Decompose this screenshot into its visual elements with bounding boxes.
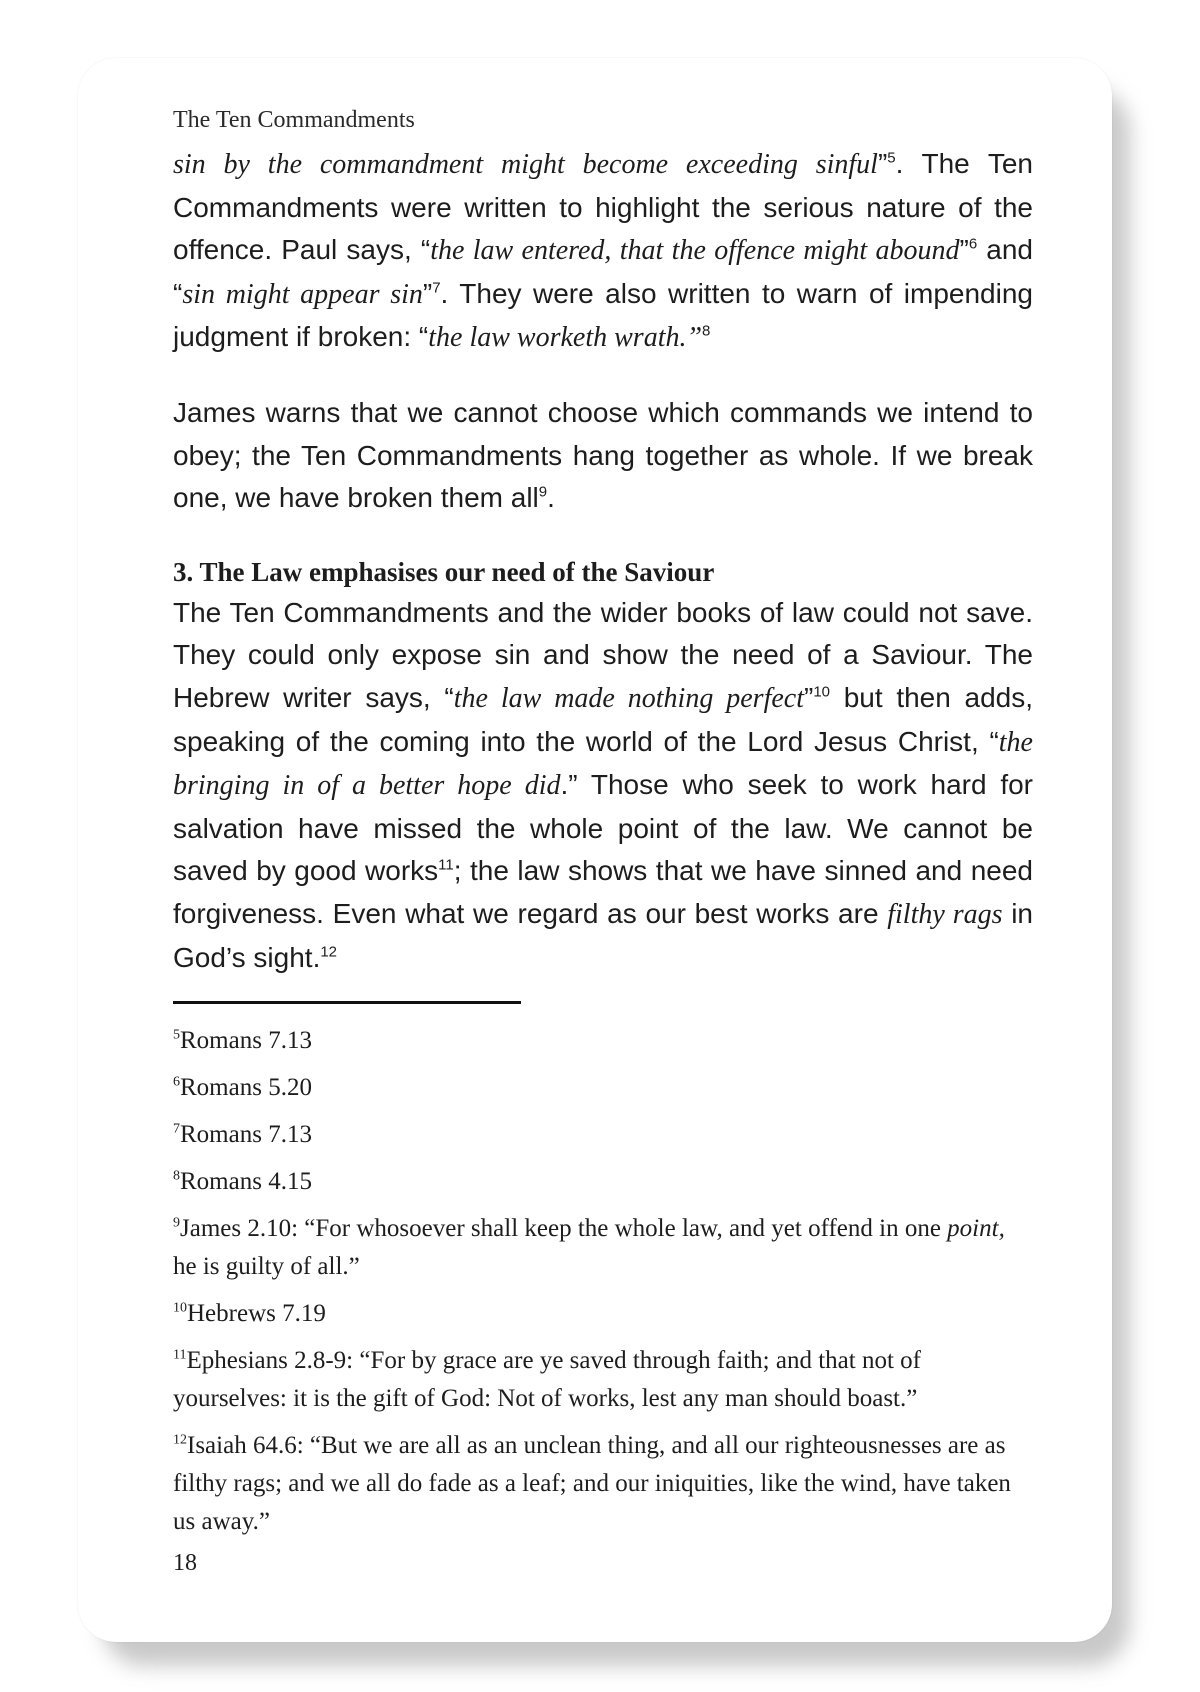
running-head: The Ten Commandments <box>173 107 415 133</box>
footnote-text: Ephesians 2.8-9: “For by grace are ye saved through faith; and that not of yourselves: it is the gift of God: Not of works, lest any man should boast.” <box>173 1347 921 1413</box>
footnote-12 <box>173 1427 1033 1541</box>
footnote-number: 12 <box>173 1432 187 1448</box>
para3-text-1: The Ten Commandments and the wider books of law could not save. They could only expose sin and show the need of a Saviour. The Hebrew writer says, “ <box>173 596 1033 713</box>
quote-3-close: ” <box>422 277 433 309</box>
para1-text-2: and “ <box>173 234 1034 309</box>
footnote-ref-5: 5 <box>887 149 896 167</box>
footnote-10 <box>173 1295 1033 1333</box>
quote-6: the bringing in of a better hope did <box>173 726 1033 802</box>
quote-5-close: ” <box>803 681 814 713</box>
para3-text-4: ; the law shows that we have sinned and need forgiveness. Even what we regard as our best works are <box>173 855 1033 929</box>
book-page <box>78 58 1112 1642</box>
section-heading: 3. The Law emphasises our need of the Saviour <box>173 556 715 587</box>
footnote-text: Hebrews 7.19 <box>187 1300 326 1328</box>
footnote-6 <box>173 1069 1033 1107</box>
footnote-11 <box>173 1342 1033 1418</box>
paragraph-3 <box>173 592 1033 979</box>
footnotes <box>173 1022 1033 1541</box>
paragraph-2 <box>173 392 1033 520</box>
footnote-ref-11: 11 <box>438 856 454 874</box>
footnote-italic: point, <box>947 1215 1005 1243</box>
footnote-number: 11 <box>173 1347 187 1363</box>
footnote-text: Romans 4.15 <box>180 1168 312 1196</box>
quote-2: the law entered, that the offence might abound <box>430 235 960 267</box>
paragraph-1 <box>173 143 1033 360</box>
footnote-5 <box>173 1022 1033 1060</box>
para3-text-3: .” Those who seek to work hard for salvation have missed the whole point of the law. We cannot be saved by good works <box>173 769 1033 887</box>
footnote-ref-10: 10 <box>813 683 830 701</box>
footnote-ref-6: 6 <box>968 235 978 253</box>
footnote-divider <box>173 1001 521 1004</box>
footnote-number: 6 <box>173 1074 180 1090</box>
quote-7: filthy rags <box>887 898 1003 930</box>
quote-5: the law made nothing perfect <box>453 682 804 714</box>
footnote-7 <box>173 1116 1033 1154</box>
footnote-number: 10 <box>173 1300 187 1316</box>
footnote-number: 9 <box>173 1215 180 1231</box>
footnote-ref-8: 8 <box>702 323 711 341</box>
footnote-text: Romans 7.13 <box>180 1121 312 1149</box>
footnote-number: 7 <box>173 1121 180 1137</box>
quote-4: the law worketh wrath.” <box>428 322 703 354</box>
quote-3: sin might appear sin <box>182 278 423 310</box>
footnote-8 <box>173 1163 1033 1201</box>
footnote-text: Romans 7.13 <box>180 1027 312 1055</box>
footnote-9 <box>173 1210 1033 1286</box>
footnote-number: 8 <box>173 1168 180 1184</box>
para2-text-2: . <box>547 482 555 514</box>
footnote-ref-9: 9 <box>538 483 548 501</box>
para3-text-2: but then adds, speaking of the coming into the world of the Lord Jesus Christ, “ <box>173 681 1034 757</box>
footnote-ref-7: 7 <box>432 279 441 297</box>
footnote-text: James 2.10: “For whosoever shall keep the whole law, and yet offend in one <box>180 1215 948 1243</box>
page-content <box>173 103 1033 1577</box>
quote-2-close: ” <box>959 234 969 266</box>
para1-text-3: . They were also written to warn of impending judgment if broken: “ <box>173 277 1033 353</box>
footnote-text-end: he is guilty of all.” <box>173 1253 360 1281</box>
para2-text-1: James warns that we cannot choose which commands we intend to obey; the Ten Commandments hang together as whole. If we break one, we have broken them all <box>173 396 1033 514</box>
para1-text-1: . The Ten Commandments were written to highlight the serious nature of the offence. Paul says, “ <box>173 148 1034 266</box>
para3-text-5: in God’s sight. <box>173 897 1033 973</box>
footnote-number: 5 <box>173 1027 180 1043</box>
quote-1-close: ” <box>877 148 888 179</box>
footnote-text: Romans 5.20 <box>180 1074 312 1102</box>
footnote-text: Isaiah 64.6: “But we are all as an unclean thing, and all our righteousnesses are as filthy rags; and we all do fade as a leaf; and our iniquities, like the wind, have taken us away.” <box>173 1432 1011 1536</box>
page-number: 18 <box>173 1550 197 1577</box>
quote-1: sin by the commandment might become exceeding sinful <box>173 149 878 180</box>
footnote-ref-12: 12 <box>320 943 338 961</box>
